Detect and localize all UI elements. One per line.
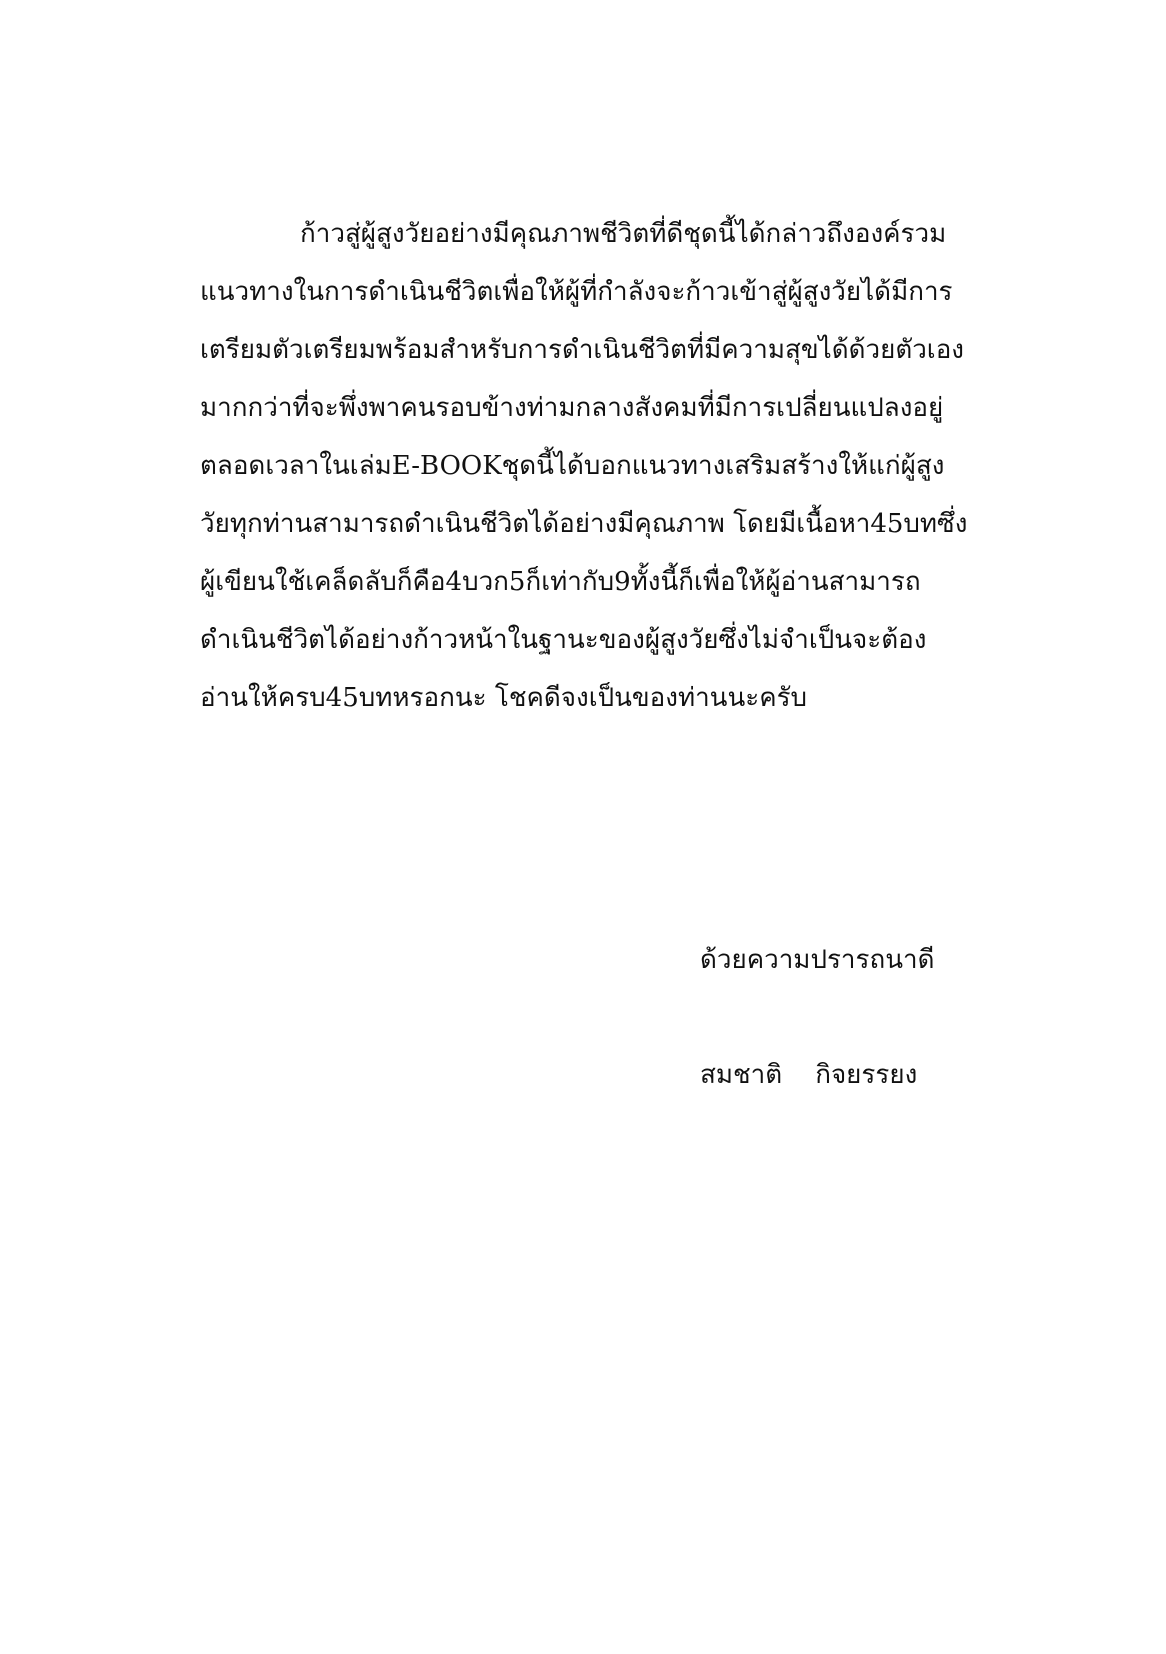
- paragraph-line: เตรียมตัวเตรียมพร้อมสำหรับการดำเนินชีวิตที่มีความสุขได้ด้วยตัวเอง: [200, 335, 965, 365]
- paragraph-line: ก้าวสู่ผู้สูงวัยอย่างมีคุณภาพชีวิตที่ดีชุดนี้ได้กล่าวถึงองค์รวม: [300, 219, 947, 249]
- paragraph-line: ผู้เขียนใช้เคล็ดลับก็คือ4บวก5ก็เท่ากับ9ทั้งนี้ก็เพื่อให้ผู้อ่านสามารถ: [200, 567, 921, 597]
- paragraph-line: ดำเนินชีวิตได้อย่างก้าวหน้าในฐานะของผู้สูงวัยซึ่งไม่จำเป็นจะต้อง: [200, 625, 927, 655]
- paragraph-line: มากกว่าที่จะพึ่งพาคนรอบข้างท่ามกลางสังคมที่มีการเปลี่ยนแปลงอยู่: [200, 393, 944, 423]
- paragraph-line: ตลอดเวลาในเล่มE-BOOKชุดนี้ได้บอกแนวทางเสริมสร้างให้แก่ผู้สูง: [200, 451, 945, 481]
- body-paragraph: [200, 205, 980, 727]
- paragraph-line: แนวทางในการดำเนินชีวิตเพื่อให้ผู้ที่กำลังจะก้าวเข้าสู่ผู้สูงวัยได้มีการ: [200, 277, 953, 307]
- paragraph-line: วัยทุกท่านสามารถดำเนินชีวิตได้อย่างมีคุณภาพ โดยมีเนื้อหา45บทซึ่ง: [200, 509, 968, 539]
- closing-line: ด้วยความปรารถนาดี: [700, 945, 935, 975]
- author-signature: สมชาติ กิจยรรยง: [700, 1060, 918, 1090]
- paragraph-line: อ่านให้ครบ45บทหรอกนะ โชคดีจงเป็นของท่านนะครับ: [200, 683, 808, 713]
